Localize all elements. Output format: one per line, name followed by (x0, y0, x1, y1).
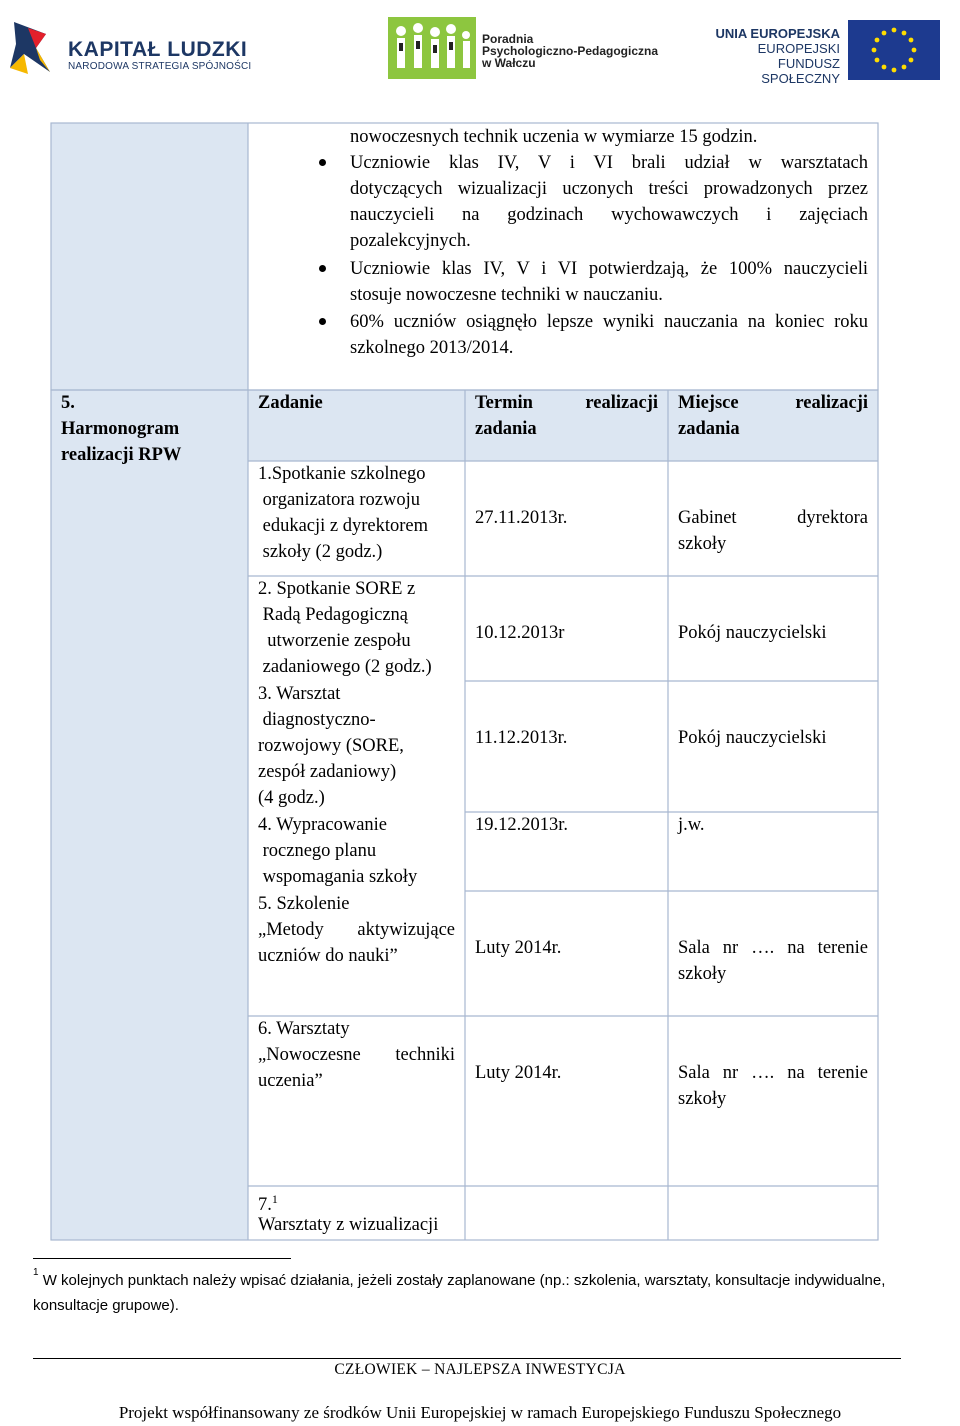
footer-slogan: CZŁOWIEK – NAJLEPSZA INWESTYCJA (334, 1361, 626, 1378)
task-line: diagnostyczno- (258, 710, 376, 730)
prev-line: 60% uczniów osiągnęło lepsze wyniki nauczania na koniec roku (350, 312, 868, 332)
task-line: 5. Szkolenie (258, 894, 350, 914)
place-line: Sala nr …. na terenie (678, 938, 868, 958)
place-line: szkoły (678, 1089, 727, 1109)
task-line: 4. Wypracowanie (258, 815, 388, 835)
place-line: j.w. (678, 815, 705, 835)
task-line: zadaniowego (2 godz.) (258, 657, 432, 677)
task-line: rocznego planu (258, 841, 377, 861)
column-header-place: Miejsce realizacji (678, 393, 868, 413)
place-line: Gabinet dyrektora (678, 508, 868, 528)
task-line: szkoły (2 godz.) (258, 542, 383, 562)
prev-line: dotyczących wizualizacji uczonych treści prowadzonych przez (350, 179, 868, 199)
task-line: zespół zadaniowy) (258, 762, 397, 782)
task-line: 6. Warsztaty (258, 1019, 350, 1039)
bullet-icon (319, 159, 326, 166)
bullet-icon (319, 318, 326, 325)
task-line: uczenia” (258, 1071, 323, 1091)
term-cell: 10.12.2013r (475, 623, 565, 643)
task-line: Radą Pedagogiczną (258, 605, 408, 625)
task-number: 7. (258, 1195, 272, 1216)
place-line: szkoły (678, 964, 727, 984)
place-line: Pokój nauczycielski (678, 728, 827, 748)
ue-line-3: FUNDUSZ SPOŁECZNY (761, 56, 840, 86)
task-line: uczniów do nauki” (258, 946, 398, 966)
column-header-task: Zadanie (258, 393, 323, 413)
task-line: „Nowoczesne techniki (258, 1045, 455, 1065)
bullet-icon (319, 265, 326, 272)
footer-divider (33, 1358, 901, 1359)
prev-line: pozalekcyjnych. (350, 231, 471, 251)
column-header-term: Termin realizacji (475, 393, 658, 413)
task-line: Warsztaty z wizualizacji (258, 1215, 439, 1235)
poradnia-line-2: Psychologiczno-Pedagogiczna (482, 44, 659, 58)
term-cell: Luty 2014r. (475, 1063, 562, 1083)
kapital-ludzki-subtitle: NARODOWA STRATEGIA SPÓJNOŚCI (68, 61, 252, 72)
task-line: rozwojowy (SORE, (258, 736, 404, 756)
task-line: 3. Warsztat (258, 684, 341, 704)
footnote-divider (33, 1258, 291, 1259)
ue-line-2: EUROPEJSKI (757, 41, 840, 56)
footnote-ref[interactable]: 1 (271, 1192, 278, 1206)
place-line: Sala nr …. na terenie (678, 1063, 868, 1083)
task-line: wspomagania szkoły (258, 867, 418, 887)
task-line: edukacji z dyrektorem (258, 516, 429, 536)
prev-line: szkolnego 2013/2014. (350, 338, 514, 358)
task-line: 1.Spotkanie szkolnego (258, 464, 426, 484)
section-title-line: Harmonogram (61, 419, 180, 439)
poradnia-line-1: Poradnia (482, 32, 534, 46)
term-cell: 27.11.2013r. (475, 508, 568, 528)
task-line: (4 godz.) (258, 788, 325, 808)
term-cell: 19.12.2013r. (475, 815, 569, 835)
kapital-ludzki-title: KAPITAŁ LUDZKI (68, 38, 248, 61)
task-line: 2. Spotkanie SORE z (258, 579, 416, 599)
section-number: 5. (61, 393, 75, 413)
prev-line: stosuje nowoczesne techniki w nauczaniu. (350, 285, 663, 305)
term-cell: 11.12.2013r. (475, 728, 568, 748)
footnote-text: W kolejnych punktach należy wpisać działania, jeżeli zostały zaplanowane (np.: szkolenia, warsztaty, konsultacje indywidualne, konsultacje grupowe). (33, 1272, 886, 1314)
poradnia-line-3: w Wałczu (482, 56, 536, 70)
section-title-line: realizacji RPW (61, 445, 182, 465)
prev-line: Uczniowie klas IV, V i VI potwierdzają, że 100% nauczycieli (350, 259, 868, 279)
task-line: organizatora rozwoju (258, 490, 420, 510)
prev-line: Uczniowie klas IV, V i VI brali udział w warsztatach (350, 153, 868, 173)
task-line: „Metody aktywizujące (258, 920, 455, 940)
column-header-place-2: zadania (678, 419, 740, 439)
footer-funding: Projekt współfinansowany ze środków Unii Europejskiej w ramach Europejskiego Funduszu Społecznego (118, 1403, 842, 1422)
footnote-mark: 1 (33, 1267, 39, 1278)
footnote (33, 1268, 893, 1318)
prev-line: nauczycieli na godzinach wychowawczych i zajęciach (350, 205, 868, 225)
prev-line: nowoczesnych technik uczenia w wymiarze 15 godzin. (350, 127, 758, 147)
place-line: Pokój nauczycielski (678, 623, 827, 643)
task-line: utworzenie zespołu (258, 631, 411, 651)
column-header-term-2: zadania (475, 419, 537, 439)
ue-line-1: UNIA EUROPEJSKA (715, 26, 840, 41)
term-cell: Luty 2014r. (475, 938, 562, 958)
place-line: szkoły (678, 534, 727, 554)
